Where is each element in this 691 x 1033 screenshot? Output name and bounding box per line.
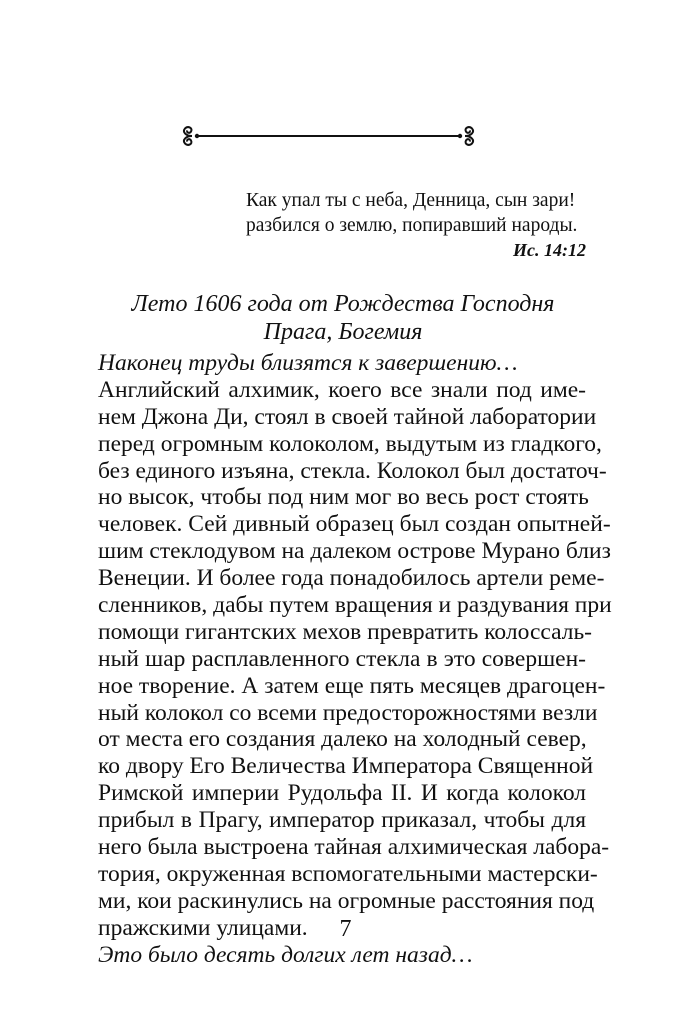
ornamental-rule <box>176 124 481 148</box>
opening-line: Наконец труды близятся к завершению… <box>98 350 518 376</box>
text-line: от места его создания далеко на холодный север, <box>98 726 587 753</box>
text-line: без единого изъяна, стекла. Колокол был достаточ- <box>98 457 607 484</box>
chapter-heading <box>98 290 588 346</box>
body-text <box>98 350 612 968</box>
text-line: Венеции. И более года понадобилось артели реме- <box>98 565 605 592</box>
text-line: пражскими улицами. <box>98 914 308 941</box>
text-line: шим стеклодувом на далеком острове Мурано близ <box>98 538 611 565</box>
text-line: тория, окруженная вспомогательными мастерски- <box>98 860 598 887</box>
text-line: ко двору Его Величества Императора Священной <box>98 753 594 780</box>
text-line: него была выстроена тайная алхимическая лабора- <box>98 834 610 861</box>
heading-place-line: Прага, Богемия <box>263 319 423 345</box>
text-line: помощи гигантских мехов превратить колоссаль- <box>98 618 592 645</box>
text-line: Римской империи Рудольфа II. И когда колокол <box>98 780 586 807</box>
text-line: человек. Сей дивный образец был создан опытней- <box>98 511 611 538</box>
epigraph <box>246 188 586 263</box>
text-line: ный шар расплавленного стекла в это совершен- <box>98 645 586 672</box>
text-line: Английский алхимик, коего все знали под име- <box>98 376 586 403</box>
text-line: нем Джона Ди, стоял в своей тайной лаборатории <box>98 403 597 430</box>
text-line: сленников, дабы путем вращения и раздувания при <box>98 592 612 619</box>
page-number: 7 <box>339 916 352 942</box>
text-line: перед огромным колоколом, выдутым из гладкого, <box>98 430 602 457</box>
closing-line: Это было десять долгих лет назад… <box>98 941 473 968</box>
epigraph-line: разбился о землю, попиравший народы. <box>246 215 578 236</box>
text-line: ное творение. А затем еще пять месяцев драгоцен- <box>98 672 606 699</box>
heading-date-line: Лето 1606 года от Рождества Господня <box>131 291 555 317</box>
epigraph-source: Ис. 14:12 <box>513 240 586 260</box>
text-line: прибыл в Прагу, император приказал, чтобы для <box>98 807 586 834</box>
text-line: но высок, чтобы под ним мог во весь рост стоять <box>98 484 589 511</box>
text-line: ми, кои раскинулись на огромные расстояния под <box>98 887 595 914</box>
epigraph-line: Как упал ты с неба, Денница, сын зари! <box>246 190 576 211</box>
text-line: ный колокол со всеми предосторожностями везли <box>98 699 598 726</box>
